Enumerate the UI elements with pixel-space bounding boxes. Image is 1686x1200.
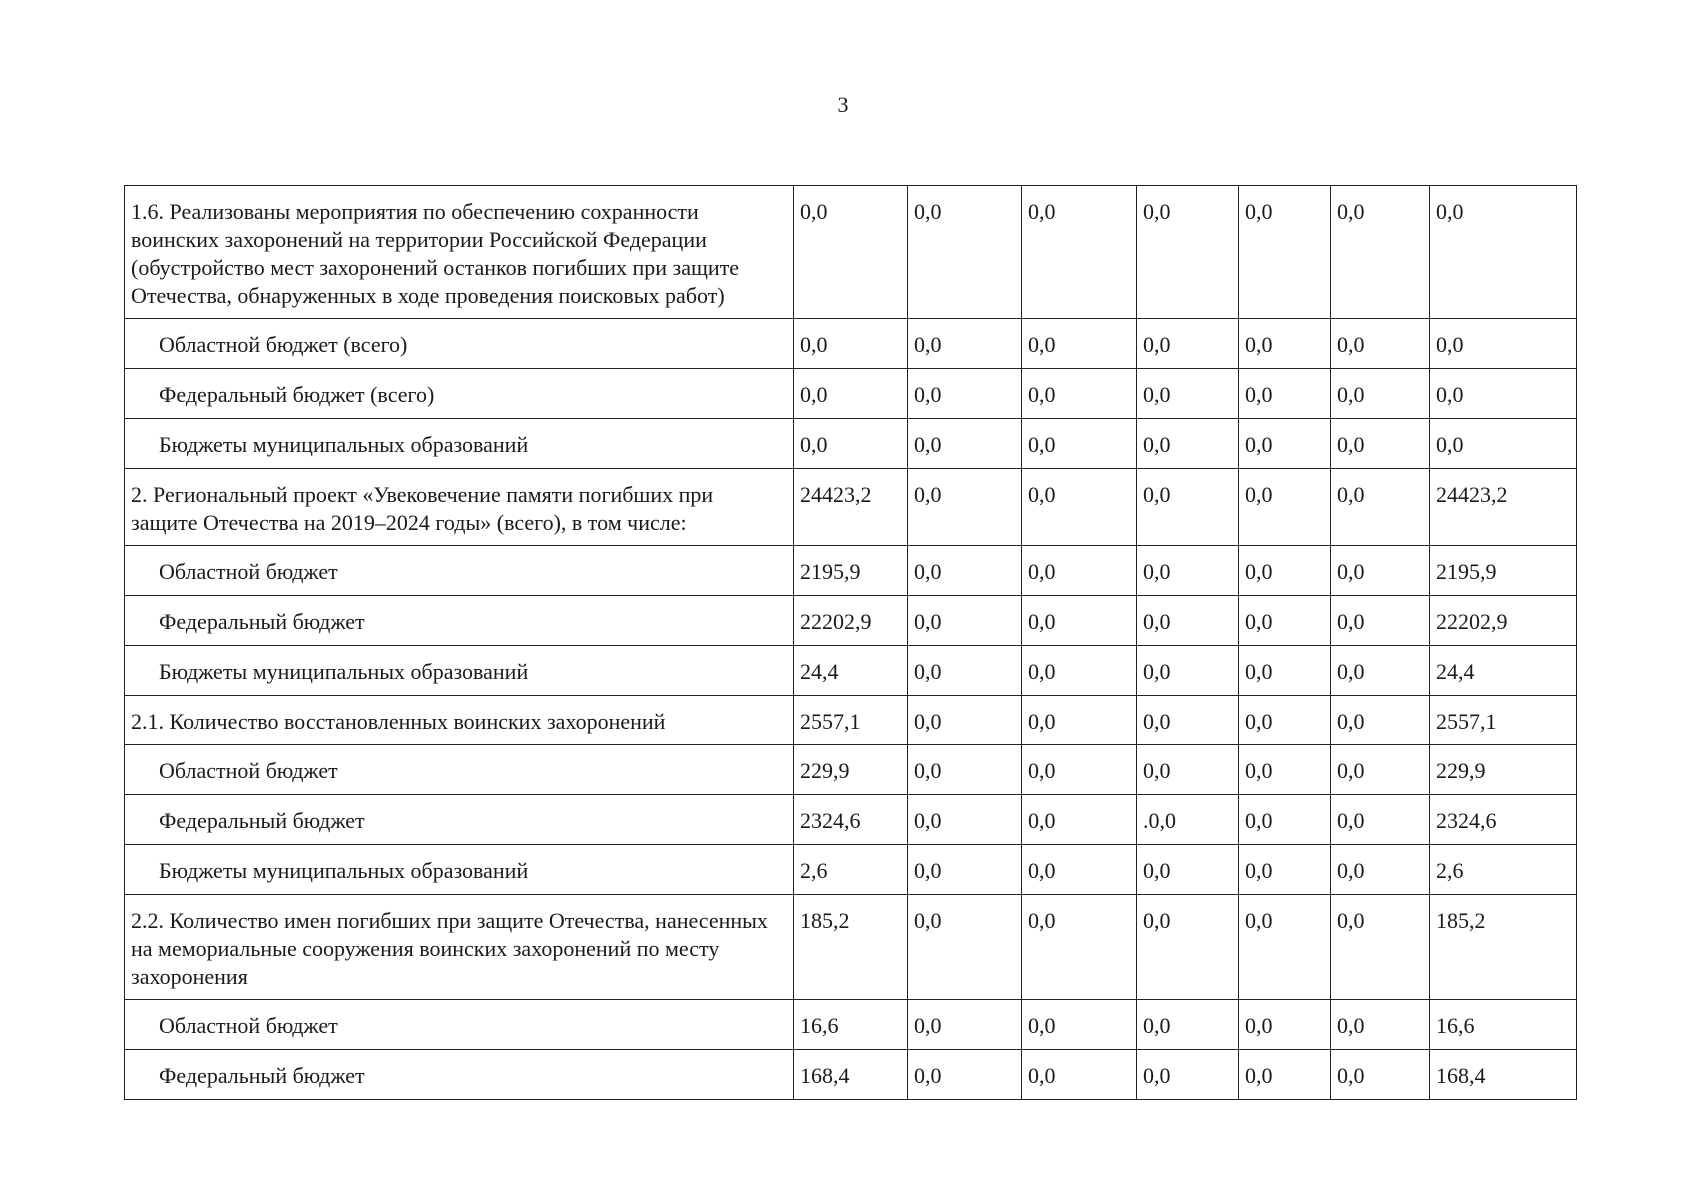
value-cell: 0,0	[908, 696, 1022, 745]
table-row	[125, 696, 1577, 745]
value-cell: 168,4	[794, 1050, 908, 1100]
value-cell: 0,0	[1022, 646, 1137, 696]
value-cell: 0,0	[794, 419, 908, 469]
value-cell: 0,0	[1331, 596, 1430, 646]
value-cell: 0,0	[1022, 546, 1137, 596]
value-cell: 0,0	[1137, 745, 1239, 795]
row-label: Федеральный бюджет	[125, 596, 794, 646]
value-cell: 0,0	[1331, 1000, 1430, 1050]
value-cell: .0,0	[1137, 795, 1239, 845]
value-cell: 0,0	[1137, 469, 1239, 546]
table-row	[125, 596, 1577, 646]
value-cell: 0,0	[908, 319, 1022, 369]
value-cell: 16,6	[1430, 1000, 1577, 1050]
page-number: 3	[837, 92, 849, 117]
value-cell: 2324,6	[794, 795, 908, 845]
row-label: Бюджеты муниципальных образований	[125, 646, 794, 696]
value-cell: 0,0	[1239, 795, 1331, 845]
value-cell: 0,0	[1022, 369, 1137, 419]
row-label: Областной бюджет	[125, 745, 794, 795]
value-cell: 0,0	[1331, 646, 1430, 696]
value-cell: 0,0	[1022, 1000, 1137, 1050]
value-cell: 0,0	[1137, 186, 1239, 319]
table-body	[125, 186, 1577, 1100]
value-cell: 0,0	[1239, 696, 1331, 745]
value-cell: 0,0	[908, 469, 1022, 546]
value-cell: 0,0	[1239, 895, 1331, 1000]
value-cell: 24,4	[794, 646, 908, 696]
table-row	[125, 1000, 1577, 1050]
value-cell: 2195,9	[794, 546, 908, 596]
value-cell: 0,0	[1137, 646, 1239, 696]
value-cell: 0,0	[1331, 469, 1430, 546]
value-cell: 0,0	[908, 419, 1022, 469]
value-cell: 0,0	[908, 845, 1022, 895]
table-row	[125, 845, 1577, 895]
row-label: Федеральный бюджет (всего)	[125, 369, 794, 419]
row-label: Областной бюджет	[125, 1000, 794, 1050]
value-cell: 2,6	[794, 845, 908, 895]
value-cell: 0,0	[1022, 696, 1137, 745]
value-cell: 2557,1	[1430, 696, 1577, 745]
value-cell: 0,0	[1239, 186, 1331, 319]
value-cell: 0,0	[1239, 469, 1331, 546]
table-row	[125, 646, 1577, 696]
value-cell: 24423,2	[1430, 469, 1577, 546]
value-cell: 0,0	[1430, 369, 1577, 419]
value-cell: 0,0	[1239, 546, 1331, 596]
value-cell: 0,0	[1239, 369, 1331, 419]
value-cell: 0,0	[908, 369, 1022, 419]
row-label: Бюджеты муниципальных образований	[125, 419, 794, 469]
row-label: Областной бюджет	[125, 546, 794, 596]
value-cell: 0,0	[1430, 186, 1577, 319]
value-cell: 0,0	[1331, 369, 1430, 419]
table-row	[125, 745, 1577, 795]
value-cell: 0,0	[908, 186, 1022, 319]
row-label: Бюджеты муниципальных образований	[125, 845, 794, 895]
value-cell: 0,0	[1331, 419, 1430, 469]
value-cell: 0,0	[1137, 369, 1239, 419]
value-cell: 168,4	[1430, 1050, 1577, 1100]
value-cell: 0,0	[1331, 546, 1430, 596]
value-cell: 2,6	[1430, 845, 1577, 895]
value-cell: 0,0	[1331, 186, 1430, 319]
value-cell: 0,0	[1022, 186, 1137, 319]
value-cell: 0,0	[908, 1000, 1022, 1050]
value-cell: 0,0	[908, 795, 1022, 845]
value-cell: 0,0	[1239, 745, 1331, 795]
table-row	[125, 546, 1577, 596]
value-cell: 0,0	[794, 369, 908, 419]
value-cell: 0,0	[1137, 845, 1239, 895]
value-cell: 24,4	[1430, 646, 1577, 696]
value-cell: 0,0	[1239, 596, 1331, 646]
value-cell: 0,0	[1137, 596, 1239, 646]
table-row	[125, 795, 1577, 845]
value-cell: 0,0	[908, 895, 1022, 1000]
value-cell: 0,0	[1137, 1050, 1239, 1100]
value-cell: 185,2	[1430, 895, 1577, 1000]
value-cell: 0,0	[1022, 895, 1137, 1000]
value-cell: 22202,9	[1430, 596, 1577, 646]
table-row	[125, 419, 1577, 469]
value-cell: 0,0	[908, 1050, 1022, 1100]
value-cell: 0,0	[1239, 419, 1331, 469]
value-cell: 0,0	[1239, 1050, 1331, 1100]
row-label: 1.6. Реализованы мероприятия по обеспечению сохранности воинских захоронений на территории Российской Федерации (обустройство мест захоронений останков погибших при защите Отечества, обнаруженных в ходе проведения поисковых работ)	[125, 186, 794, 319]
table-row	[125, 895, 1577, 1000]
value-cell: 2557,1	[794, 696, 908, 745]
value-cell: 0,0	[1239, 319, 1331, 369]
value-cell: 24423,2	[794, 469, 908, 546]
value-cell: 229,9	[794, 745, 908, 795]
value-cell: 22202,9	[794, 596, 908, 646]
value-cell: 0,0	[1022, 419, 1137, 469]
value-cell: 0,0	[794, 319, 908, 369]
value-cell: 0,0	[908, 646, 1022, 696]
value-cell: 2195,9	[1430, 546, 1577, 596]
value-cell: 0,0	[1137, 895, 1239, 1000]
value-cell: 229,9	[1430, 745, 1577, 795]
value-cell: 0,0	[1430, 419, 1577, 469]
value-cell: 0,0	[908, 596, 1022, 646]
value-cell: 0,0	[908, 745, 1022, 795]
value-cell: 2324,6	[1430, 795, 1577, 845]
value-cell: 185,2	[794, 895, 908, 1000]
value-cell: 0,0	[1331, 895, 1430, 1000]
value-cell: 0,0	[1331, 845, 1430, 895]
value-cell: 0,0	[1137, 419, 1239, 469]
row-label: 2.2. Количество имен погибших при защите Отечества, нанесенных на мемориальные сооружения воинских захоронений по месту захоронения	[125, 895, 794, 1000]
value-cell: 0,0	[1022, 845, 1137, 895]
row-label: Федеральный бюджет	[125, 795, 794, 845]
value-cell: 0,0	[1022, 319, 1137, 369]
budget-table	[124, 185, 1577, 1100]
value-cell: 0,0	[1137, 696, 1239, 745]
value-cell: 0,0	[1022, 795, 1137, 845]
value-cell: 0,0	[1022, 745, 1137, 795]
row-label: 2.1. Количество восстановленных воинских захоронений	[125, 696, 794, 745]
value-cell: 0,0	[1022, 1050, 1137, 1100]
value-cell: 0,0	[1239, 646, 1331, 696]
value-cell: 0,0	[1331, 319, 1430, 369]
value-cell: 0,0	[1239, 1000, 1331, 1050]
value-cell: 0,0	[1331, 745, 1430, 795]
row-label: Федеральный бюджет	[125, 1050, 794, 1100]
value-cell: 0,0	[1239, 845, 1331, 895]
table-row	[125, 369, 1577, 419]
value-cell: 0,0	[1137, 546, 1239, 596]
table-row	[125, 186, 1577, 319]
table-row	[125, 319, 1577, 369]
value-cell: 0,0	[1137, 319, 1239, 369]
value-cell: 0,0	[1022, 596, 1137, 646]
value-cell: 0,0	[1430, 319, 1577, 369]
value-cell: 0,0	[1331, 1050, 1430, 1100]
row-label: 2. Региональный проект «Увековечение памяти погибших при защите Отечества на 2019–2024 годы» (всего), в том числе:	[125, 469, 794, 546]
table-row	[125, 469, 1577, 546]
value-cell: 0,0	[1331, 696, 1430, 745]
value-cell: 16,6	[794, 1000, 908, 1050]
value-cell: 0,0	[1022, 469, 1137, 546]
value-cell: 0,0	[908, 546, 1022, 596]
row-label: Областной бюджет (всего)	[125, 319, 794, 369]
value-cell: 0,0	[1137, 1000, 1239, 1050]
table-row	[125, 1050, 1577, 1100]
value-cell: 0,0	[1331, 795, 1430, 845]
value-cell: 0,0	[794, 186, 908, 319]
